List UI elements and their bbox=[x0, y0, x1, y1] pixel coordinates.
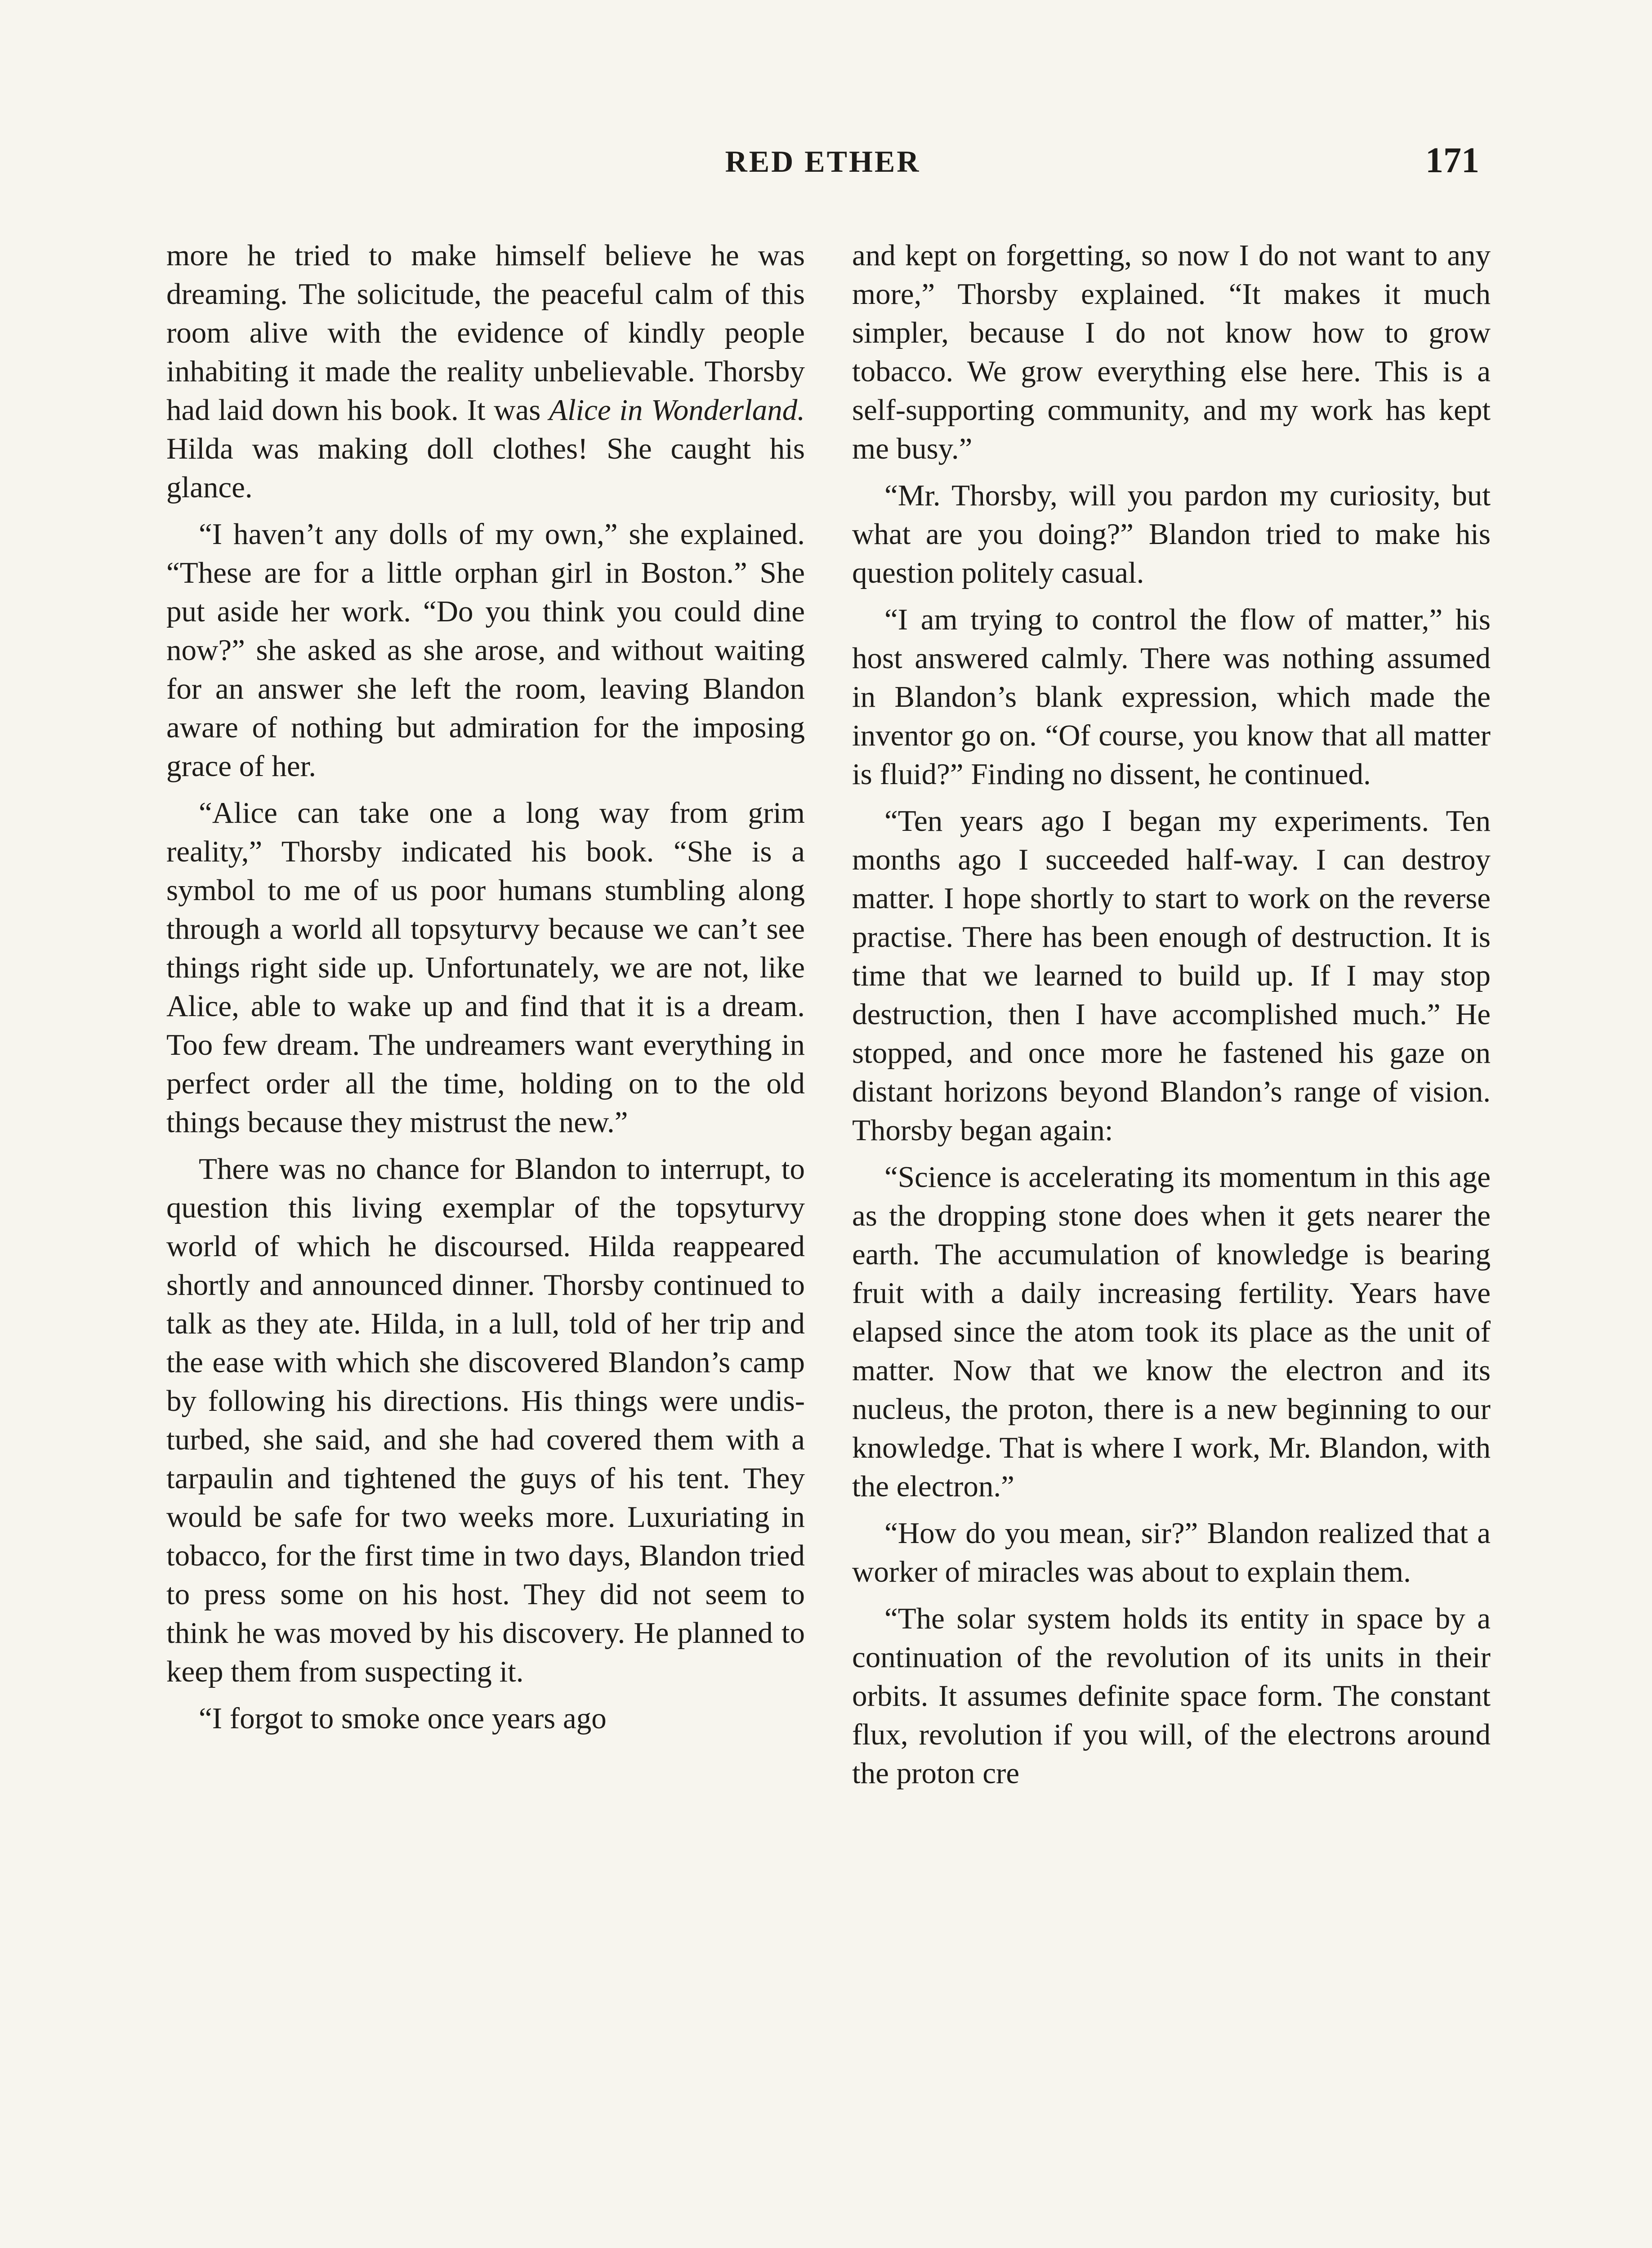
paragraph: “I haven’t any dolls of my own,” she explained. “These are for a little orphan girl in Boston.” She put aside her work. “Do you think you could dine now?” she asked as she arose, and without waiting for an answer she left the room, leaving Blandon aware of nothing but admiration for the imposing grace of her. bbox=[166, 517, 805, 783]
running-title: RED ETHER bbox=[725, 144, 921, 178]
right-column bbox=[852, 236, 1491, 1793]
paragraph: “How do you mean, sir?” Blandon realized that a worker of miracles was about to explain them. bbox=[852, 1517, 1491, 1588]
paragraph: “I am trying to control the flow of matter,” his host answered calmly. There was nothing assumed in Blandon’s blank expression, which made the inventor go on. “Of course, you know that all matter is fluid?” Finding no dissent, he continued. bbox=[852, 603, 1491, 791]
paragraph: “Ten years ago I began my experiments. Ten months ago I succeeded half-way. I can destroy matter. I hope shortly to start to work on the reverse practise. There has been enough of destruction. It is time that we learned to build up. If I may stop destruction, then I have accomplished much.” He stopped, and once more he fastened his gaze on distant horizons beyond Blandon’s range of vision. Thorsby began again: bbox=[852, 804, 1491, 1147]
paragraph: “The solar system holds its entity in space by a continuation of the revolution of its units in their orbits. It assumes definite space form. The constant flux, revolution if you will, of the electrons around the proton cre bbox=[852, 1602, 1491, 1790]
paragraph-text: Hilda was making doll clothes! She caught his glance. bbox=[166, 432, 805, 504]
paragraph bbox=[166, 236, 805, 507]
paragraph: “I forgot to smoke once years ago bbox=[199, 1702, 607, 1735]
paragraph: “Mr. Thorsby, will you pardon my curiosity, but what are you doing?” Blandon tried to make his question politely casual. bbox=[852, 479, 1491, 589]
paragraph: and kept on forgetting, so now I do not want to any more,” Thorsby explained. “It makes it much simpler, because I do not know how to grow tobacco. We grow everything else here. This is a self-supporting community, and my work has kept me busy.” bbox=[852, 239, 1491, 465]
page-header bbox=[166, 135, 1479, 184]
page-number: 171 bbox=[1425, 141, 1479, 180]
paragraph-text: more he tried to make himself believe he was dreaming. The solicitude, the peaceful calm of this room alive with the evidence of kindly people inhabiting it made the reality unbelievable. Thorsby had laid down his book. It was bbox=[166, 239, 805, 427]
book-title-italic: Alice in Wonderland. bbox=[549, 393, 805, 427]
paragraph: “Alice can take one a long way from grim reality,” Thorsby indicated his book. “She is a symbol to me of us poor humans stumbling along through a world all topsyturvy because we can’t see things right side up. Unfortunately, we are not, like Alice, able to wake up and find that it is a dream. Too few dream. The undreamers want everything in perfect order all the time, holding on to the old things because they mistrust the new.” bbox=[166, 796, 805, 1139]
paragraph: There was no chance for Blandon to interrupt, to question this living exemplar of the topsyturvy world of which he discoursed. Hilda reappeared shortly and announced dinner. Thorsby continued to talk as they ate. Hilda, in a lull, told of her trip and the ease with which she discovered Blandon’s camp by following his directions. His things were undisturbed, she said, and she had covered them with a tarpaulin and tightened the guys of his tent. They would be safe for two weeks more. Luxuriating in tobacco, for the first time in two days, Blandon tried to press some on his host. They did not seem to think he was moved by his discovery. He planned to keep them from suspecting it. bbox=[166, 1152, 805, 1688]
left-column bbox=[166, 236, 805, 1738]
paragraph: “Science is accelerating its momentum in this age as the dropping stone does when it gets nearer the earth. The accumulation of knowledge is bearing fruit with a daily increasing fertility. Years have elapsed since the atom took its place as the unit of matter. Now that we know the electron and its nucleus, the proton, there is a new beginning to our knowledge. That is where I work, Mr. Blandon, with the electron.” bbox=[852, 1160, 1491, 1503]
